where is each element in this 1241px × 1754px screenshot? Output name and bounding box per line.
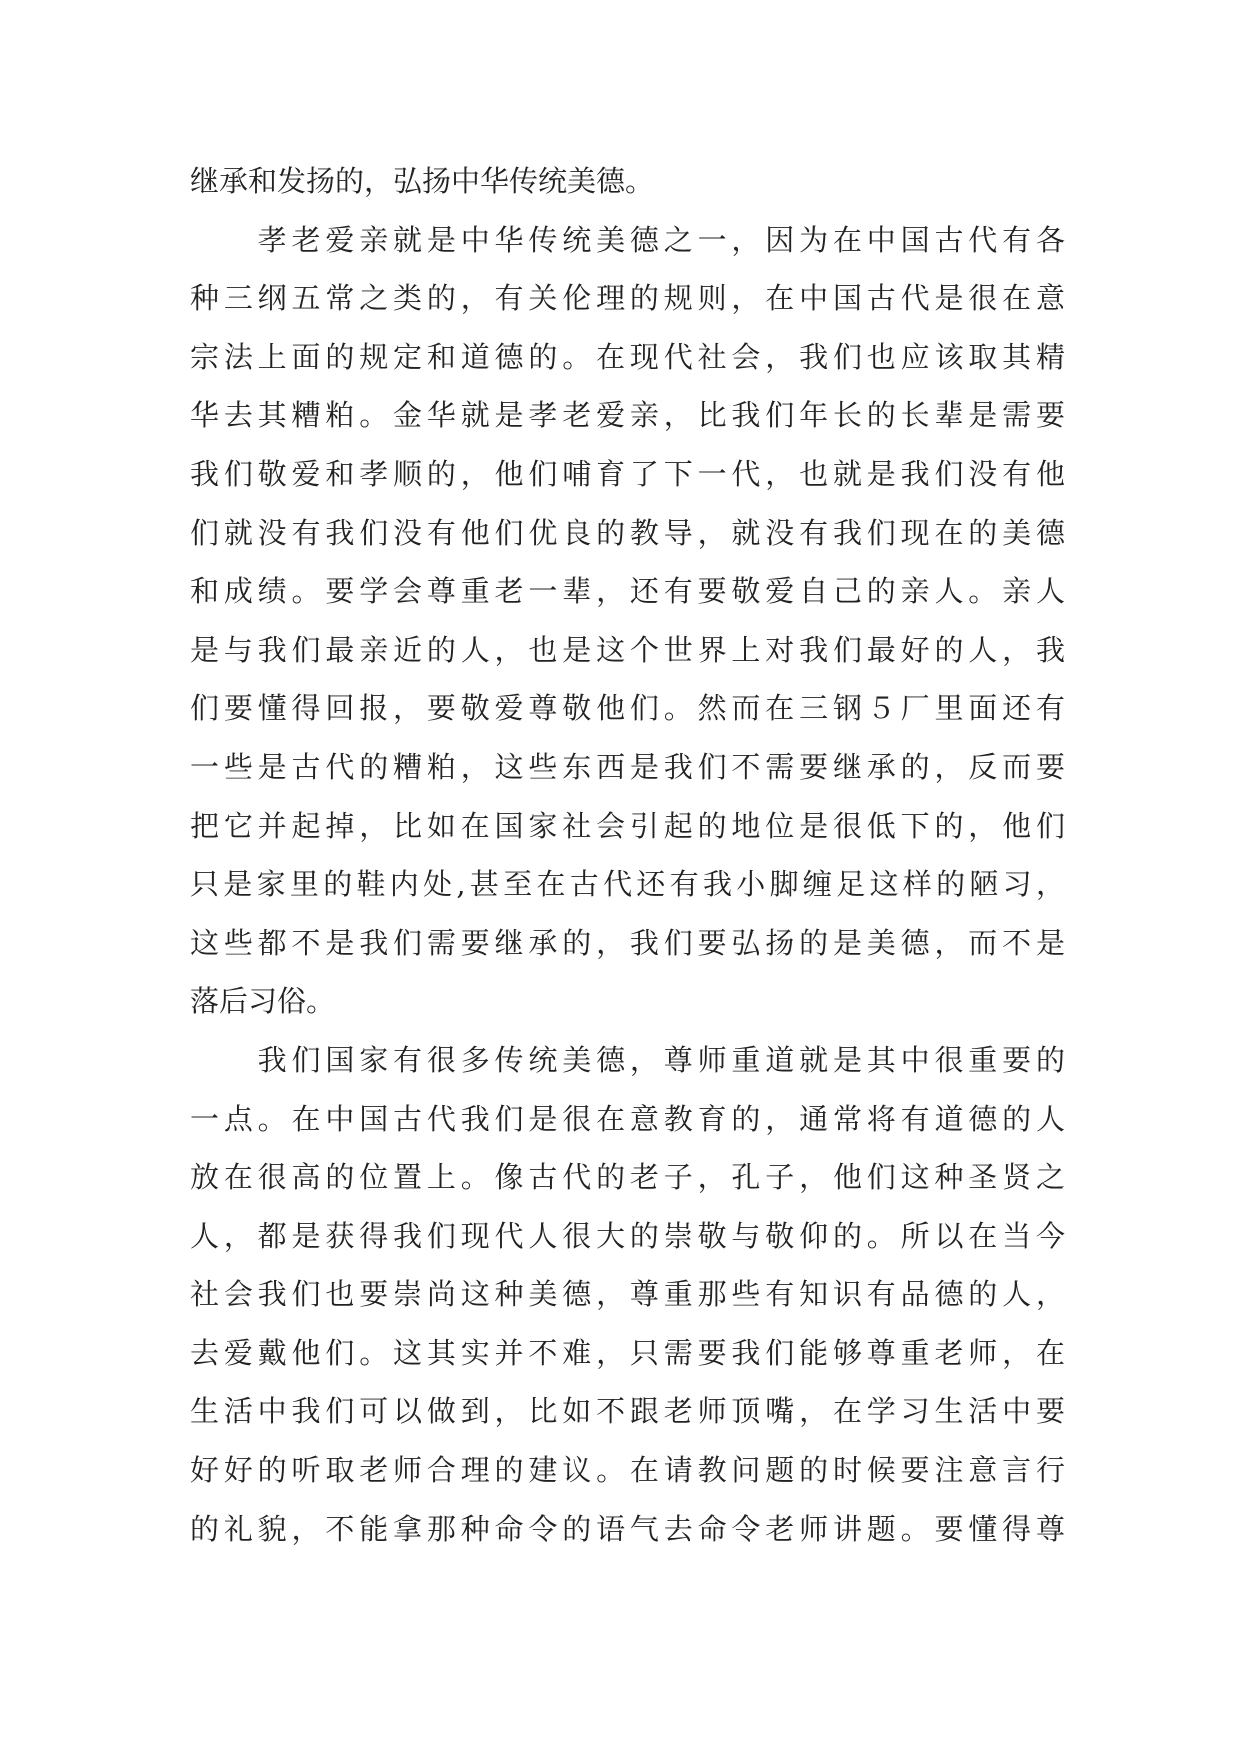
body-text <box>190 152 1065 1558</box>
text-line: 继承和发扬的，弘扬中华传统美德。 <box>190 164 655 198</box>
text-line: 人，都是获得我们现代人很大的崇敬与敬仰的。所以在当今 <box>190 1218 1065 1253</box>
text-line: 这些都不是我们需要继承的，我们要弘扬的是美德，而不是 <box>190 925 1065 960</box>
text-line: 放在很高的位置上。像古代的老子，孔子，他们这种圣贤之 <box>190 1160 1065 1195</box>
text-line: 落后习俗。 <box>190 984 336 1019</box>
text-line: 孝老爱亲就是中华传统美德之一，因为在中国古代有各 <box>190 222 1065 257</box>
text-line: 我们国家有很多传统美德，尊师重道就是其中很重要的 <box>190 1042 1065 1077</box>
text-line: 一点。在中国古代我们是很在意教育的，通常将有道德的人 <box>190 1101 1065 1136</box>
text-line: 华去其糟粕。金华就是孝老爱亲，比我们年长的长辈是需要 <box>190 398 1065 433</box>
text-line: 只是家里的鞋内处,甚至在古代还有我小脚缠足这样的陋习， <box>190 867 1065 902</box>
text-line: 好好的听取老师合理的建议。在请教问题的时候要注意言行 <box>190 1453 1065 1488</box>
text-line: 们要懂得回报，要敬爱尊敬他们。然而在三钢５厂里面还有 <box>190 691 1065 726</box>
text-line: 社会我们也要崇尚这种美德，尊重那些有知识有品德的人， <box>190 1277 1065 1312</box>
text-line: 我们敬爱和孝顺的，他们哺育了下一代，也就是我们没有他 <box>190 456 1065 491</box>
text-line: 种三纲五常之类的，有关伦理的规则，在中国古代是很在意 <box>190 281 1065 316</box>
text-line: 和成绩。要学会尊重老一辈，还有要敬爱自己的亲人。亲人 <box>190 574 1065 609</box>
text-line: 去爱戴他们。这其实并不难，只需要我们能够尊重老师，在 <box>190 1335 1065 1370</box>
text-line: 一些是古代的糟粕，这些东西是我们不需要继承的，反而要 <box>190 749 1065 784</box>
text-line: 生活中我们可以做到，比如不跟老师顶嘴，在学习生活中要 <box>190 1394 1065 1429</box>
text-line: 的礼貌，不能拿那种命令的语气去命令老师讲题。要懂得尊 <box>190 1511 1065 1546</box>
text-line: 是与我们最亲近的人，也是这个世界上对我们最好的人，我 <box>190 632 1065 667</box>
text-line: 宗法上面的规定和道德的。在现代社会，我们也应该取其精 <box>190 339 1065 374</box>
text-line: 们就没有我们没有他们优良的教导，就没有我们现在的美德 <box>190 515 1065 550</box>
text-line: 把它并起掉，比如在国家社会引起的地位是很低下的，他们 <box>190 808 1065 843</box>
